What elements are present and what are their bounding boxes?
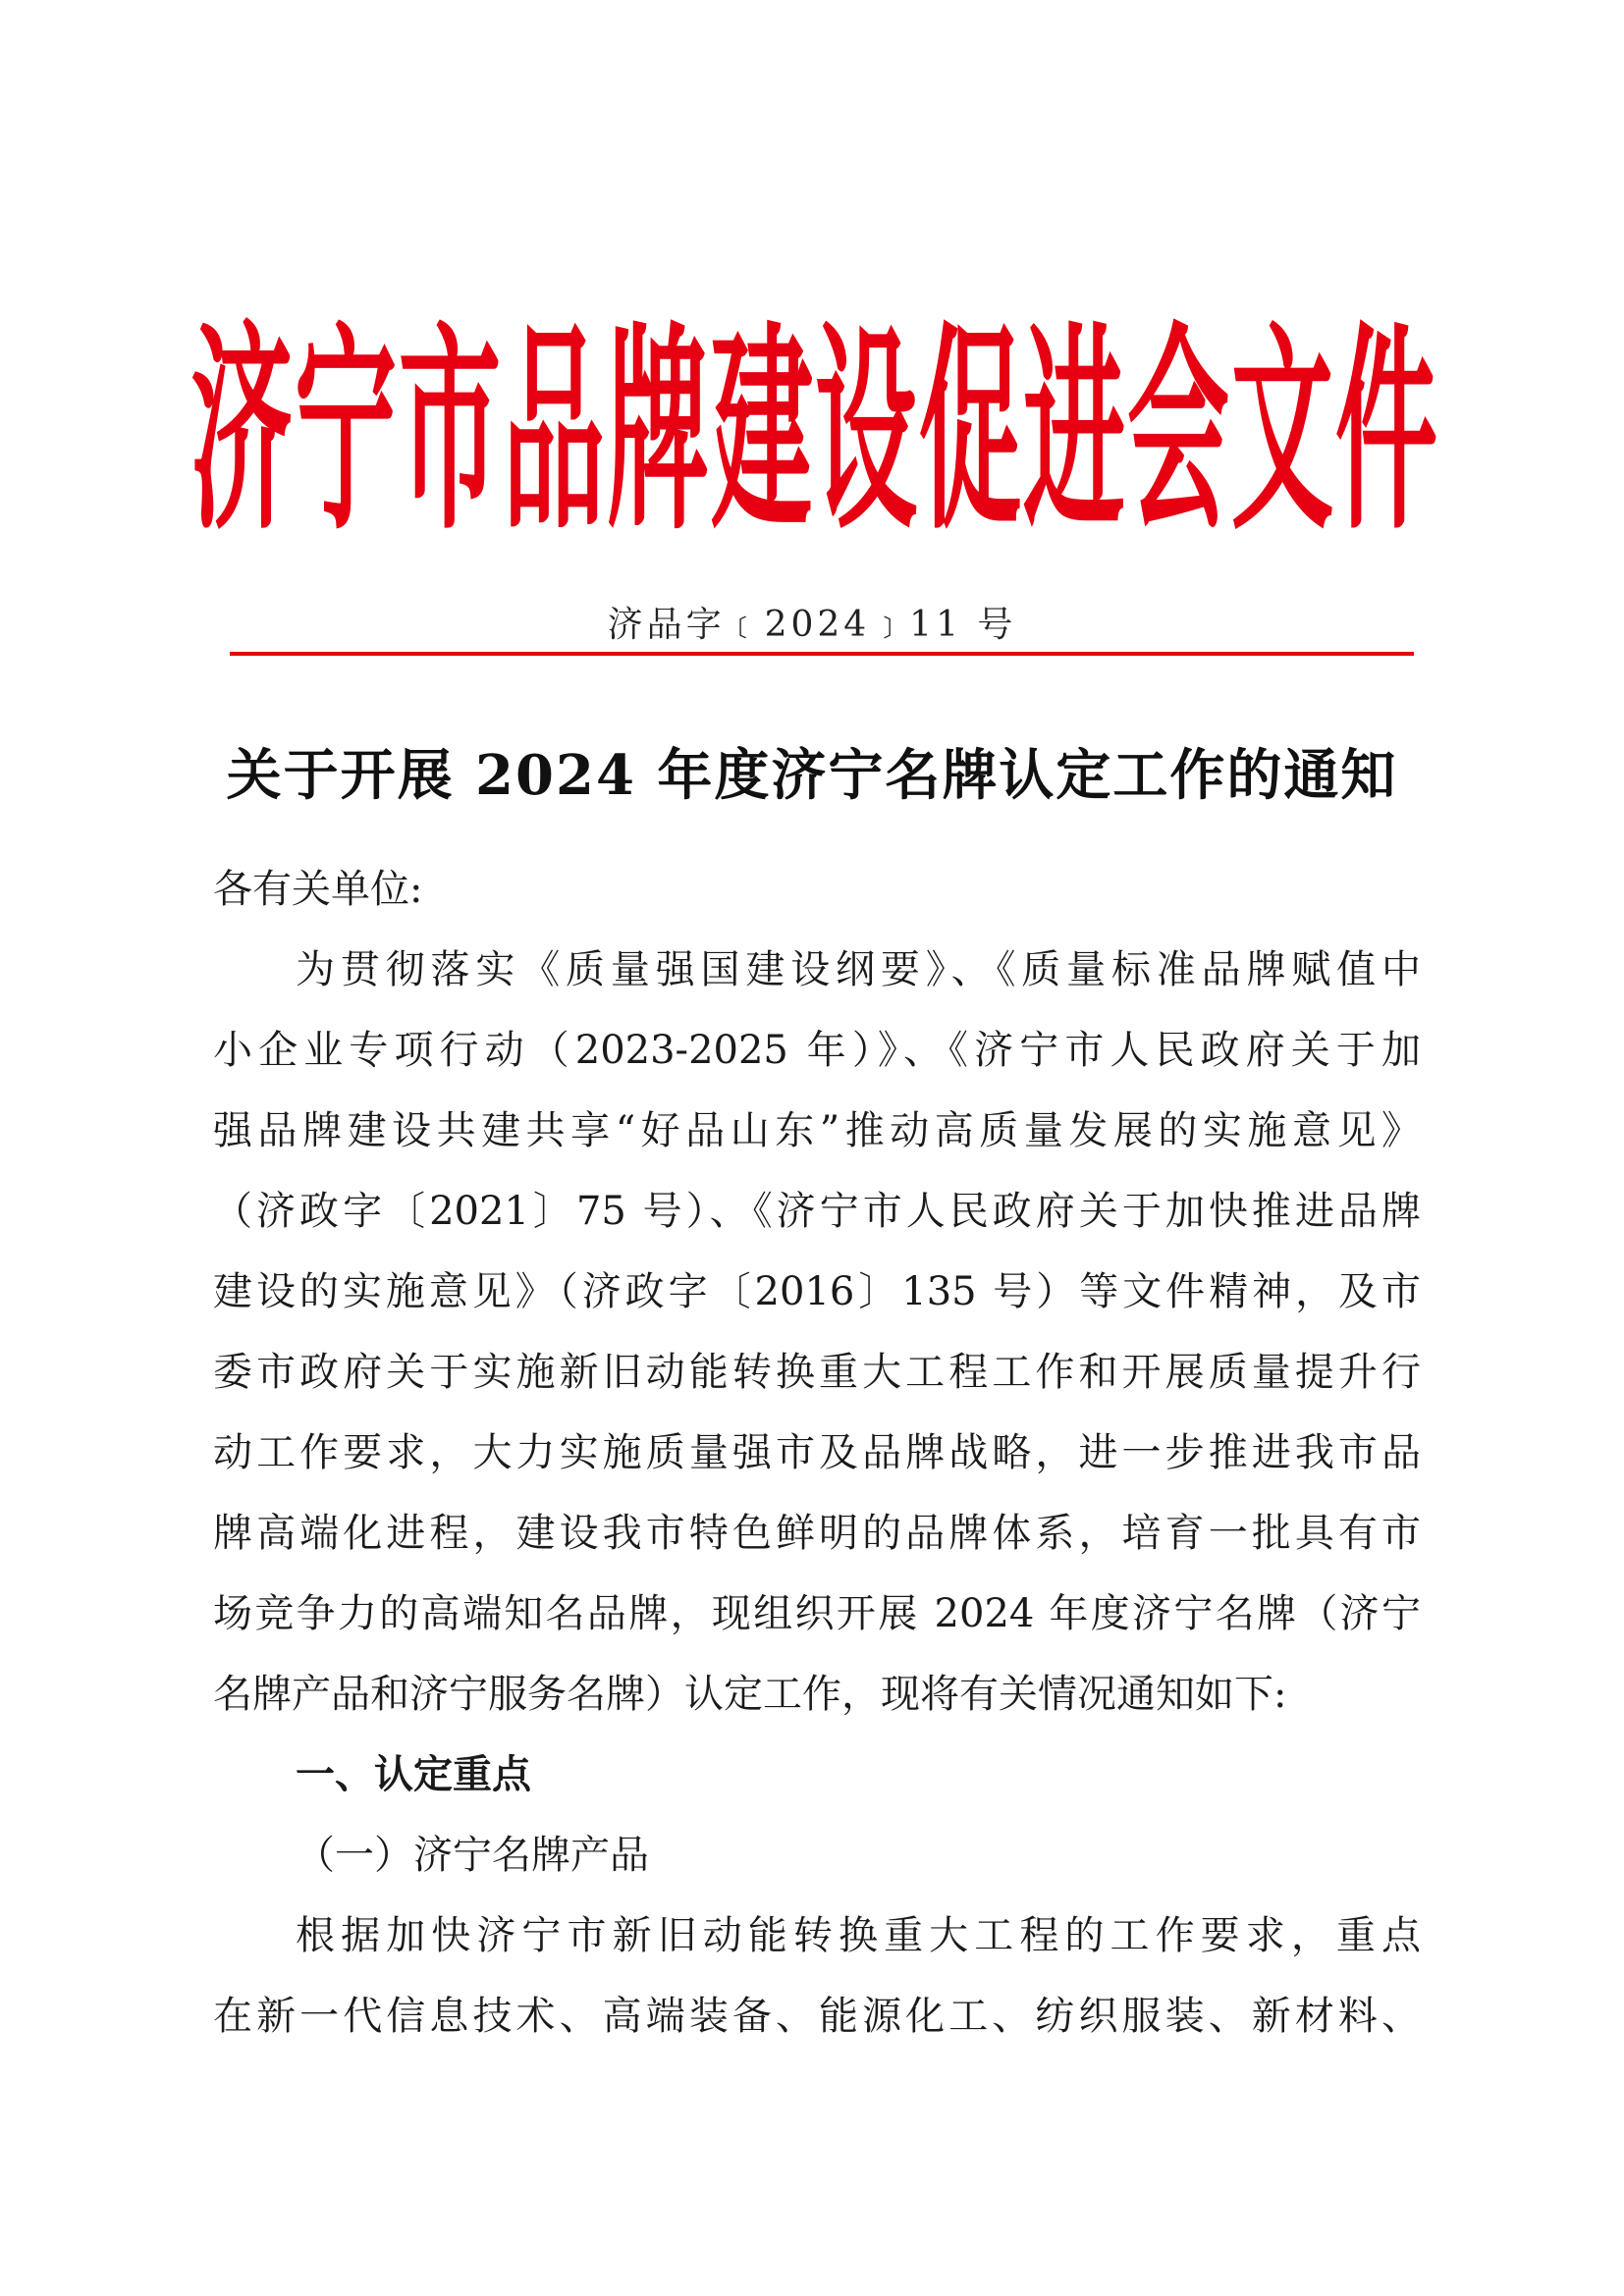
document-number: 济品字﹝2024﹞11 号 (607, 605, 1017, 645)
paragraph-line: 为贯彻落实《质量强国建设纲要》、《质量标准品牌赋值中 (296, 947, 1421, 992)
paragraph-line: 牌高端化进程，建设我市特色鲜明的品牌体系，培育一批具有市 (213, 1511, 1421, 1556)
paragraph-line: 根据加快济宁市新旧动能转换重大工程的工作要求，重点 (296, 1913, 1421, 1958)
paragraph-line: 在新一代信息技术、高端装备、能源化工、纺织服装、新材料、 (213, 1994, 1421, 2039)
paragraph-line: 建设的实施意见》（济政字〔2016〕135 号）等文件精神，及市 (213, 1269, 1421, 1314)
paragraph-1 (213, 930, 1421, 1735)
paragraph-line: （济政字〔2021〕75 号）、《济宁市人民政府关于加快推进品牌 (213, 1189, 1421, 1234)
document-title: 关于开展 2024 年度济宁名牌认定工作的通知 (226, 743, 1398, 808)
paragraph-line: 场竞争力的高端知名品牌，现组织开展 2024 年度济宁名牌（济宁 (213, 1591, 1421, 1636)
red-divider-line (230, 652, 1414, 656)
paragraph-line: 小企业专项行动（2023-2025 年）》、《济宁市人民政府关于加 (213, 1028, 1421, 1073)
paragraph-line: 委市政府关于实施新旧动能转换重大工程工作和开展质量提升行 (213, 1350, 1421, 1395)
salutation: 各有关单位: (213, 867, 423, 912)
paragraph-line: 动工作要求，大力实施质量强市及品牌战略，进一步推进我市品 (213, 1430, 1421, 1475)
org-title: 济宁市品牌建设促进会文件 (190, 302, 1440, 561)
section-heading: 一、认定重点 (296, 1751, 531, 1797)
paragraph-2 (213, 1896, 1421, 2056)
subsection-heading: （一）济宁名牌产品 (296, 1833, 649, 1878)
paragraph-line: 名牌产品和济宁服务名牌）认定工作，现将有关情况通知如下: (213, 1672, 1287, 1717)
red-header (190, 294, 1440, 561)
document-body (213, 849, 1421, 2056)
paragraph-line: 强品牌建设共建共享“好品山东”推动高质量发展的实施意见》 (213, 1108, 1421, 1153)
